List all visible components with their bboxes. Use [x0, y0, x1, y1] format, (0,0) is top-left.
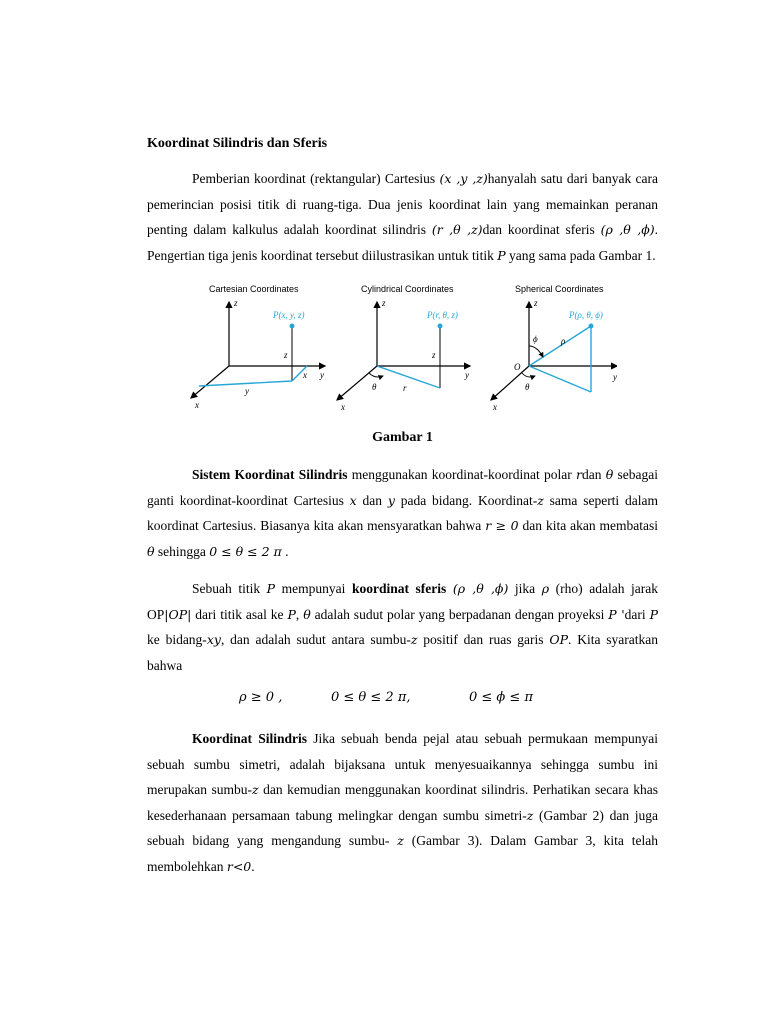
paragraph-cylindrical: Sistem Koordinat Silindris menggunakan koordinat-koordinat polar rdan θ sebagai ganti koordinat-koordinat Cartesius x dan y pada bidang. Koordinat-z sama seperti dalam koordinat Cartesius. Biasanya kita akan mensyaratkan bahwa r ≥ 0 dan kita akan membatasi θ sehingga 0 ≤ θ ≤ 2 π .: [147, 467, 658, 559]
document-page: [147, 136, 658, 891]
cylindrical-diagram: [337, 284, 470, 412]
paragraph-cylindrical-usage: Koordinat Silindris Jika sebuah benda pejal atau sebuah permukaan mempunyai sebuah sumbu simetri, adalah bijaksana untuk menyesuaikannya sehingga sumbu ini merupakan sumbu-z dan kemudian menggunakan koordinat silindris. Perhatikan secara khas kesederhanaan persamaan tabung melingkar dengan sumbu simetri-z (Gambar 2) dan juga sebuah bidang yang mengandung sumbu- z (Gambar 3). Dalam Gambar 3, kita telah membolehkan r<0.: [147, 731, 658, 874]
svg-text:z: z: [534, 298, 538, 308]
formula-rho: ρ ≥ 0 ,: [239, 690, 283, 705]
section-title: Koordinat Silindris dan Sferis: [147, 136, 328, 151]
svg-text:ϕ: ϕ: [533, 334, 538, 344]
figure-caption: Gambar 1: [372, 430, 433, 445]
svg-text:P(x, y, z): P(x, y, z): [273, 310, 305, 320]
svg-text:x: x: [341, 402, 345, 412]
svg-text:P(ρ, θ, ϕ): P(ρ, θ, ϕ): [569, 310, 603, 320]
svg-text:y: y: [613, 372, 617, 382]
svg-text:x: x: [303, 370, 307, 380]
svg-text:x: x: [493, 402, 497, 412]
svg-text:y: y: [245, 386, 249, 396]
svg-text:z: z: [382, 298, 386, 308]
svg-text:y: y: [465, 370, 469, 380]
spherical-constraints: [147, 690, 658, 712]
paragraph-spherical: Sebuah titik P mempunyai koordinat sferis (ρ ,θ ,ϕ) jika ρ (rho) adalah jarak OP|OP| dari titik asal ke P, θ adalah sudut polar yang berpadanan dengan proyeksi P 'dari P ke bidang-xy, dan adalah sudut antara sumbu-z positif dan ruas garis OP. Kita syaratkan bahwa: [147, 581, 659, 673]
svg-text:r: r: [403, 383, 407, 393]
formula-theta: 0 ≤ θ ≤ 2 π,: [331, 690, 411, 705]
paragraph-intro: Pemberian koordinat (rektangular) Cartesius (x ,y ,z)hanyalah satu dari banyak cara pemerincian posisi titik di ruang-tiga. Dua jenis koordinat lain yang memainkan peranan penting dalam kalkulus adalah koordinat silindris (r ,θ ,z)dan koordinat sferis (ρ ,θ ,ϕ). Pengertian tiga jenis koordinat tersebut diilustrasikan untuk titik P yang sama pada Gambar 1.: [147, 171, 658, 263]
spherical-title: Spherical Coordinates: [515, 284, 604, 294]
svg-text:θ: θ: [525, 382, 530, 392]
cartesian-diagram: [191, 284, 325, 410]
svg-text:z: z: [284, 350, 288, 360]
svg-text:x: x: [195, 400, 199, 410]
spherical-diagram: [491, 284, 617, 412]
cylindrical-title: Cylindrical Coordinates: [361, 284, 454, 294]
svg-text:y: y: [320, 370, 324, 380]
svg-text:ρ: ρ: [561, 336, 566, 346]
coordinate-diagrams: [177, 280, 617, 430]
svg-text:O: O: [514, 362, 521, 372]
svg-text:P(r, θ, z): P(r, θ, z): [427, 310, 458, 320]
svg-text:z: z: [234, 298, 238, 308]
cartesian-title: Cartesian Coordinates: [209, 284, 299, 294]
svg-text:θ: θ: [372, 382, 377, 392]
coordinate-systems-figure: [147, 280, 658, 430]
formula-phi: 0 ≤ ϕ ≤ π: [469, 690, 533, 705]
svg-text:z: z: [432, 350, 436, 360]
